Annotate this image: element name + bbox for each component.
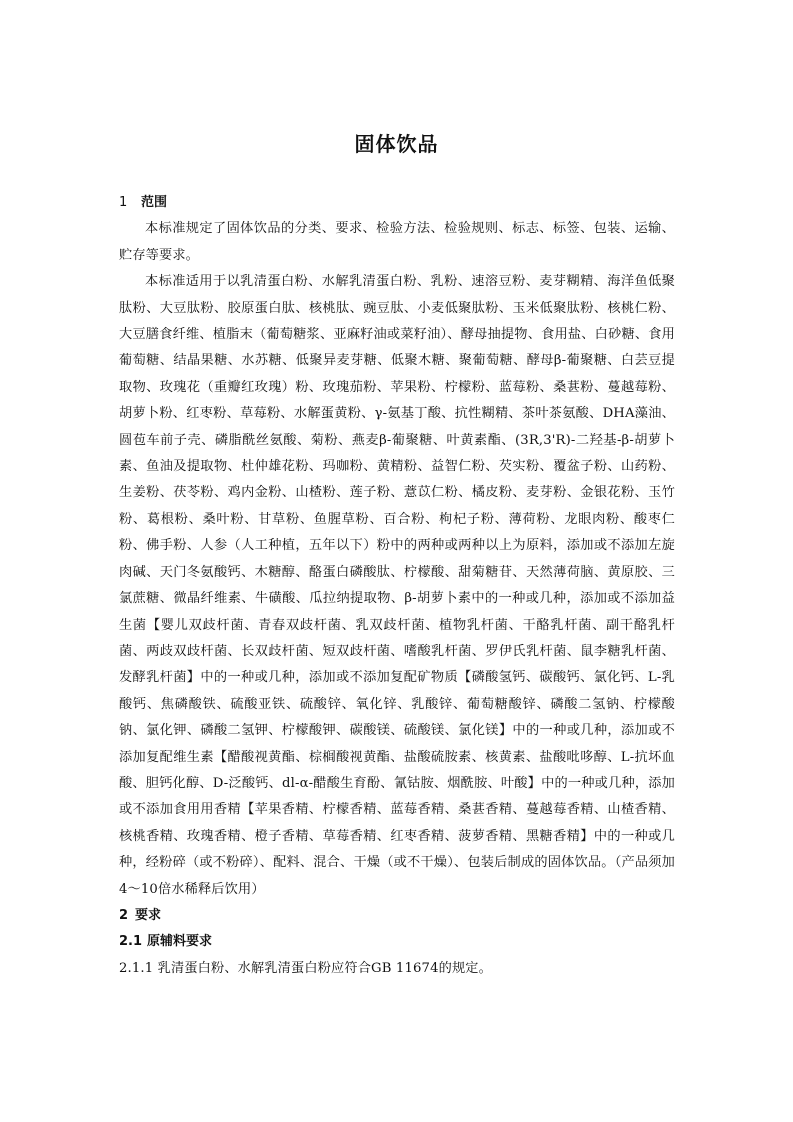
- clause-2-1-1: 2.1.1 乳清蛋白粉、水解乳清蛋白粉应符合GB 11674的规定。: [119, 960, 492, 976]
- scope-paragraph-1: 本标准规定了固体饮品的分类、要求、检验方法、检验规则、标志、标签、包装、运输、贮存等要求。: [119, 221, 675, 263]
- document-body: [119, 190, 675, 982]
- subsection-title: 原辅料要求: [147, 934, 213, 950]
- section-number: 1: [119, 195, 128, 210]
- section-title: 范围: [141, 195, 168, 210]
- subsection-heading-raw-materials: [119, 929, 675, 955]
- section-heading-requirements: [119, 903, 675, 929]
- subsection-number: 2.1: [119, 934, 143, 950]
- scope-paragraph-2: 本标准适用于以乳清蛋白粉、水解乳清蛋白粉、乳粉、速溶豆粉、麦芽糊精、海洋鱼低聚肽粉、大豆肽粉、胶原蛋白肽、核桃肽、豌豆肽、小麦低聚肽粉、玉米低聚肽粉、核桃仁粉、大豆膳食纤维、植脂末（葡萄糖浆、亚麻籽油或菜籽油）、酵母抽提物、食用盐、白砂糖、食用葡萄糖、结晶果糖、水苏糖、低聚异麦芽糖、低聚木糖、聚葡萄糖、酵母β-葡聚糖、白芸豆提取物、玫瑰花（重瓣红玫瑰）粉、玫瑰茄粉、苹果粉、柠檬粉、蓝莓粉、桑葚粉、蔓越莓粉、胡萝卜粉、红枣粉、草莓粉、水解蛋黄粉、γ-氨基丁酸、抗性糊精、茶叶茶氨酸、DHA藻油、圆苞车前子壳、磷脂酰丝氨酸、菊粉、燕麦β-葡聚糖、叶黄素酯、(3R,3'R)-二羟基-β-胡萝卜素、鱼油及提取物、杜仲雄花粉、玛咖粉、黄精粉、益智仁粉、芡实粉、覆盆子粉、山药粉、生姜粉、茯苓粉、鸡内金粉、山楂粉、莲子粉、薏苡仁粉、橘皮粉、麦芽粉、金银花粉、玉竹粉、葛根粉、桑叶粉、甘草粉、鱼腥草粉、百合粉、枸杞子粉、薄荷粉、龙眼肉粉、酸枣仁粉、佛手粉、人参（人工种植，五年以下）粉中的两种或两种以上为原料，添加或不添加左旋肉碱、天门冬氨酸钙、木糖醇、酪蛋白磷酸肽、柠檬酸、甜菊糖苷、天然薄荷脑、黄原胶、三氯蔗糖、微晶纤维素、牛磺酸、瓜拉纳提取物、β-胡萝卜素中的一种或几种，添加或不添加益生菌【婴儿双歧杆菌、青春双歧杆菌、乳双歧杆菌、植物乳杆菌、干酪乳杆菌、副干酪乳杆菌、两歧双歧杆菌、长双歧杆菌、短双歧杆菌、嗜酸乳杆菌、罗伊氏乳杆菌、鼠李糖乳杆菌、发酵乳杆菌】中的一种或几种，添加或不添加复配矿物质【磷酸氢钙、碳酸钙、氯化钙、L-乳酸钙、焦磷酸铁、硫酸亚铁、硫酸锌、氧化锌、乳酸锌、葡萄糖酸锌、磷酸二氢钠、柠檬酸钠、氯化钾、磷酸二氢钾、柠檬酸钾、碳酸镁、硫酸镁、氯化镁】中的一种或几种，添加或不添加复配维生素【醋酸视黄酯、棕榈酸视黄酯、盐酸硫胺素、核黄素、盐酸吡哆醇、L-抗坏血酸、胆钙化醇、D-泛酸钙、dl-α-醋酸生育酚、氰钴胺、烟酰胺、叶酸】中的一种或几种，添加或不添加食用用香精【苹果香精、柠檬香精、蓝莓香精、桑葚香精、蔓越莓香精、山楂香精、核桃香精、玫瑰香精、橙子香精、草莓香精、红枣香精、菠萝香精、黑糖香精】中的一种或几种，经粉碎（或不粉碎）、配料、混合、干燥（或不干燥）、包装后制成的固体饮品。（产品须加4～10倍水稀释后饮用）: [119, 274, 675, 897]
- section-heading-scope: [119, 190, 675, 216]
- section-title: 要求: [135, 907, 162, 923]
- section-number: 2: [119, 907, 129, 923]
- document-title: 固体饮品: [354, 132, 439, 156]
